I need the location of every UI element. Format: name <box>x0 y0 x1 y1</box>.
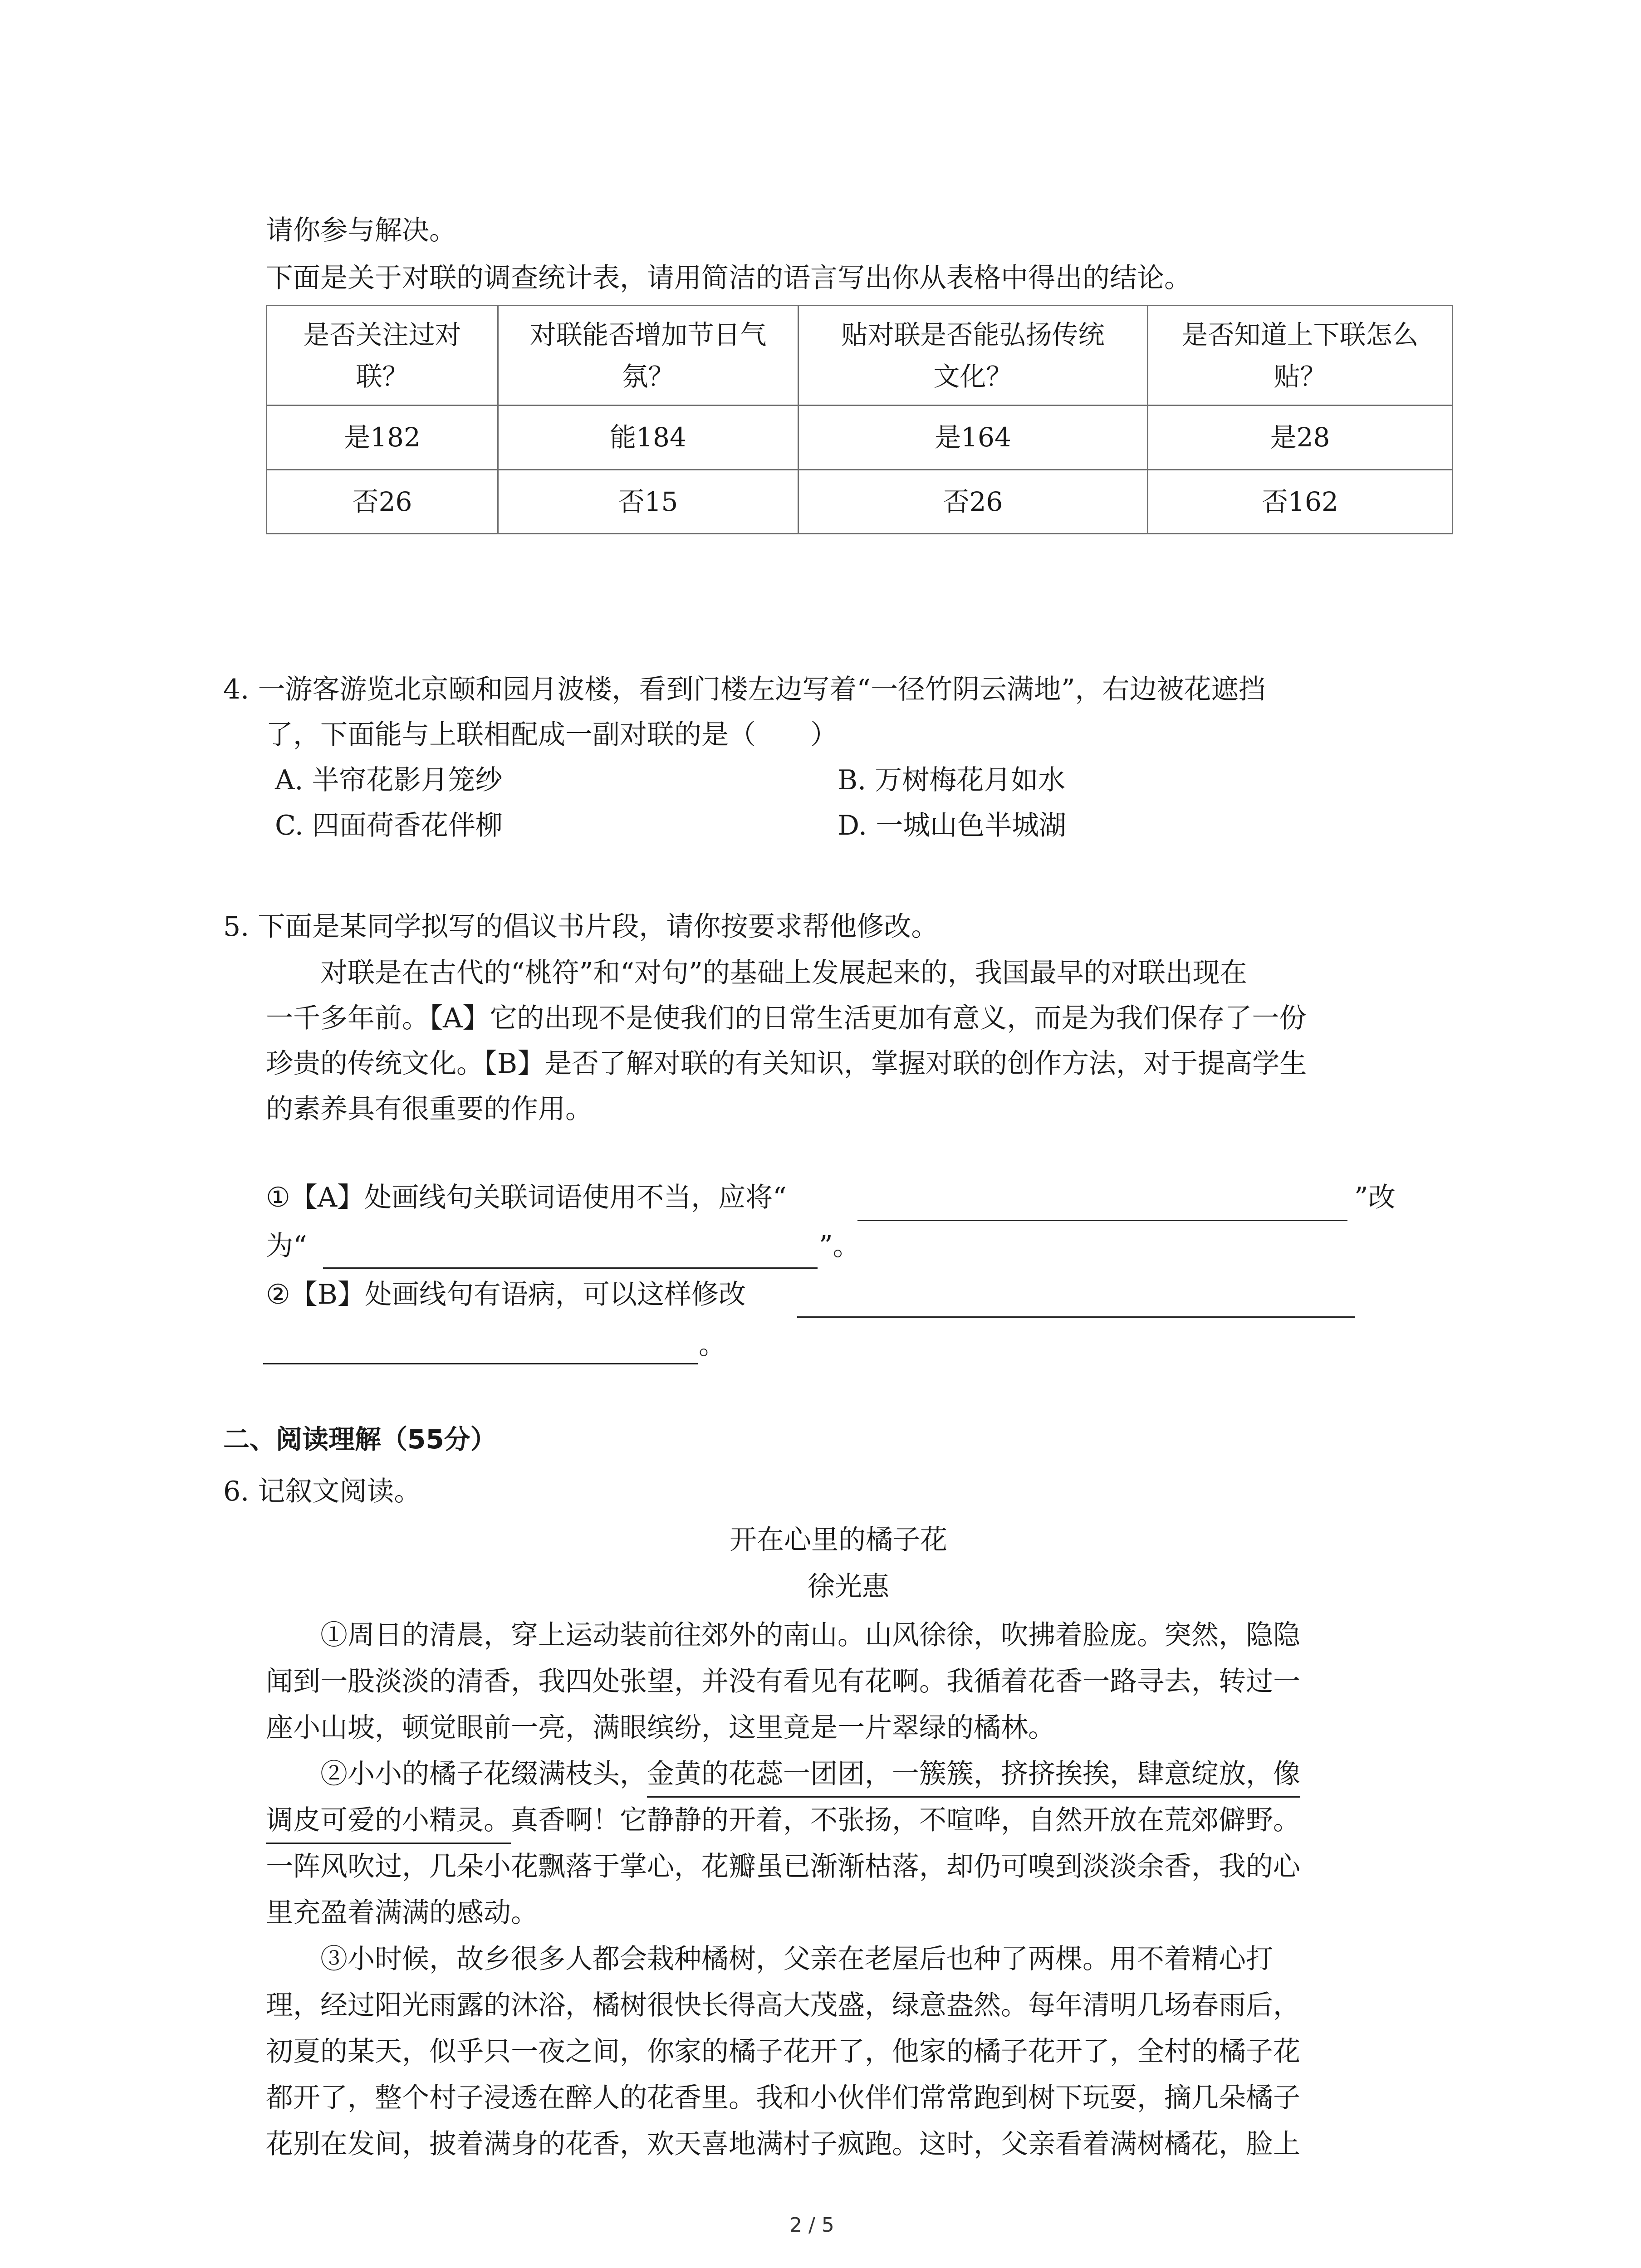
q4-option-d: D. 一城山色半城湖 <box>838 810 1067 841</box>
section-heading: 二、阅读理解（55分） <box>223 1424 497 1455</box>
paragraph-line: 花别在发间，披着满身的花香，欢天喜地满村子疯跑。这时，父亲看着满树橘花，脸上 <box>266 2128 1300 2160</box>
q5-para-line: 珍贵的传统文化。【B】是否了解对联的有关知识，掌握对联的创作方法，对于提高学生 <box>266 1048 1307 1080</box>
q4-line-2: 了，下面能与上联相配成一副对联的是（ ） <box>266 719 838 751</box>
q5-sub2-prompt: ②【B】处画线句有语病，可以这样修改 <box>266 1279 746 1310</box>
answer-blank[interactable] <box>263 1363 698 1364</box>
paragraph-line: 里充盈着满满的感动。 <box>266 1897 538 1929</box>
paragraph-line <box>266 1804 1300 1836</box>
paragraph-text: ②小小的橘子花缀满枝头， <box>320 1758 647 1790</box>
paragraph-line: 理，经过阳光雨露的沐浴，橘树很快长得高大茂盛，绿意盎然。每年清明几场春雨后， <box>266 1989 1300 2021</box>
answer-blank[interactable] <box>797 1316 1355 1318</box>
answer-blank[interactable] <box>857 1220 1347 1221</box>
table-cell: 否15 <box>498 469 798 533</box>
q5-sub1-end: ”。 <box>819 1230 860 1262</box>
q5-intro: 5. 下面是某同学拟写的倡议书片段，请你按要求帮他修改。 <box>223 911 939 943</box>
table-header-cell: 是否关注过对 联？ <box>267 306 498 406</box>
table-cell: 否26 <box>267 469 498 533</box>
table-header-cell: 是否知道上下联怎么 贴？ <box>1148 306 1453 406</box>
table-header-row <box>267 306 1453 406</box>
table-row <box>267 406 1453 469</box>
paragraph-line: ①周日的清晨，穿上运动装前往郊外的南山。山风徐徐，吹拂着脸庞。突然，隐隐 <box>320 1619 1300 1651</box>
table-cell: 否26 <box>798 469 1148 533</box>
table-row <box>267 469 1453 533</box>
answer-blank[interactable] <box>323 1267 818 1269</box>
paragraph-line: 初夏的某天，似乎只一夜之间，你家的橘子花开了，他家的橘子花开了，全村的橘子花 <box>266 2036 1300 2068</box>
page-number: 2 / 5 <box>789 2214 834 2237</box>
survey-table <box>266 305 1453 534</box>
paragraph-line: 一阵风吹过，几朵小花飘落于掌心，花瓣虽已渐渐枯落，却仍可嗅到淡淡余香，我的心 <box>266 1851 1300 1882</box>
q4-option-b: B. 万树梅花月如水 <box>838 764 1066 796</box>
paragraph-line: ③小时候，故乡很多人都会栽种橘树，父亲在老屋后也种了两棵。用不着精心打 <box>320 1943 1273 1975</box>
q5-sub2-end: 。 <box>699 1329 726 1361</box>
q4-line-1: 4. 一游客游览北京颐和园月波楼，看到门楼左边写着“一径竹阴云满地”，右边被花遮挡 <box>223 674 1266 705</box>
q5-para-line: 一千多年前。【A】它的出现不是使我们的日常生活更加有意义，而是为我们保存了一份 <box>266 1002 1307 1034</box>
table-cell: 是182 <box>267 406 498 469</box>
lead-line: 请你参与解决。 <box>266 215 456 246</box>
paragraph-text: 真香啊！它静静的开着，不张扬，不喧哗，自然开放在荒郊僻野。 <box>511 1804 1300 1836</box>
q5-sub1-continued: 为“ <box>266 1230 307 1262</box>
q4-option-a: A. 半帘花影月笼纱 <box>275 764 503 796</box>
q5-sub1-prompt: ①【A】处画线句关联词语使用不当，应将“ <box>266 1182 787 1213</box>
q4-option-c: C. 四面荷香花伴柳 <box>275 810 503 841</box>
table-cell: 是164 <box>798 406 1148 469</box>
paragraph-line: 座小山坡，顿觉眼前一亮，满眼缤纷，这里竟是一片翠绿的橘林。 <box>266 1712 1055 1744</box>
underlined-sentence: 金黄的花蕊一团团，一簇簇，挤挤挨挨，肆意绽放，像 <box>647 1758 1300 1798</box>
q6-label: 6. 记叙文阅读。 <box>223 1476 421 1507</box>
q5-sub1-suffix: ”改 <box>1354 1182 1396 1213</box>
article-author: 徐光惠 <box>808 1571 889 1603</box>
paragraph-line: 闻到一股淡淡的清香，我四处张望，并没有看见有花啊。我循着花香一路寻去，转过一 <box>266 1666 1300 1697</box>
paragraph-line <box>320 1760 1300 1788</box>
q5-para-line: 的素养具有很重要的作用。 <box>266 1093 593 1125</box>
underlined-sentence: 调皮可爱的小精灵。 <box>266 1804 511 1844</box>
table-cell: 否162 <box>1148 469 1453 533</box>
table-intro: 下面是关于对联的调查统计表，请用简洁的语言写出你从表格中得出的结论。 <box>266 262 1191 294</box>
table-cell: 是28 <box>1148 406 1453 469</box>
table-header-cell: 对联能否增加节日气 氛？ <box>498 306 798 406</box>
paragraph-line: 都开了，整个村子浸透在醉人的花香里。我和小伙伴们常常跑到树下玩耍，摘几朵橘子 <box>266 2082 1300 2114</box>
article-title: 开在心里的橘子花 <box>730 1524 947 1556</box>
table-header-cell: 贴对联是否能弘扬传统 文化？ <box>798 306 1148 406</box>
q5-para-line: 对联是在古代的“桃符”和“对句”的基础上发展起来的，我国最早的对联出现在 <box>320 957 1247 989</box>
table-cell: 能184 <box>498 406 798 469</box>
